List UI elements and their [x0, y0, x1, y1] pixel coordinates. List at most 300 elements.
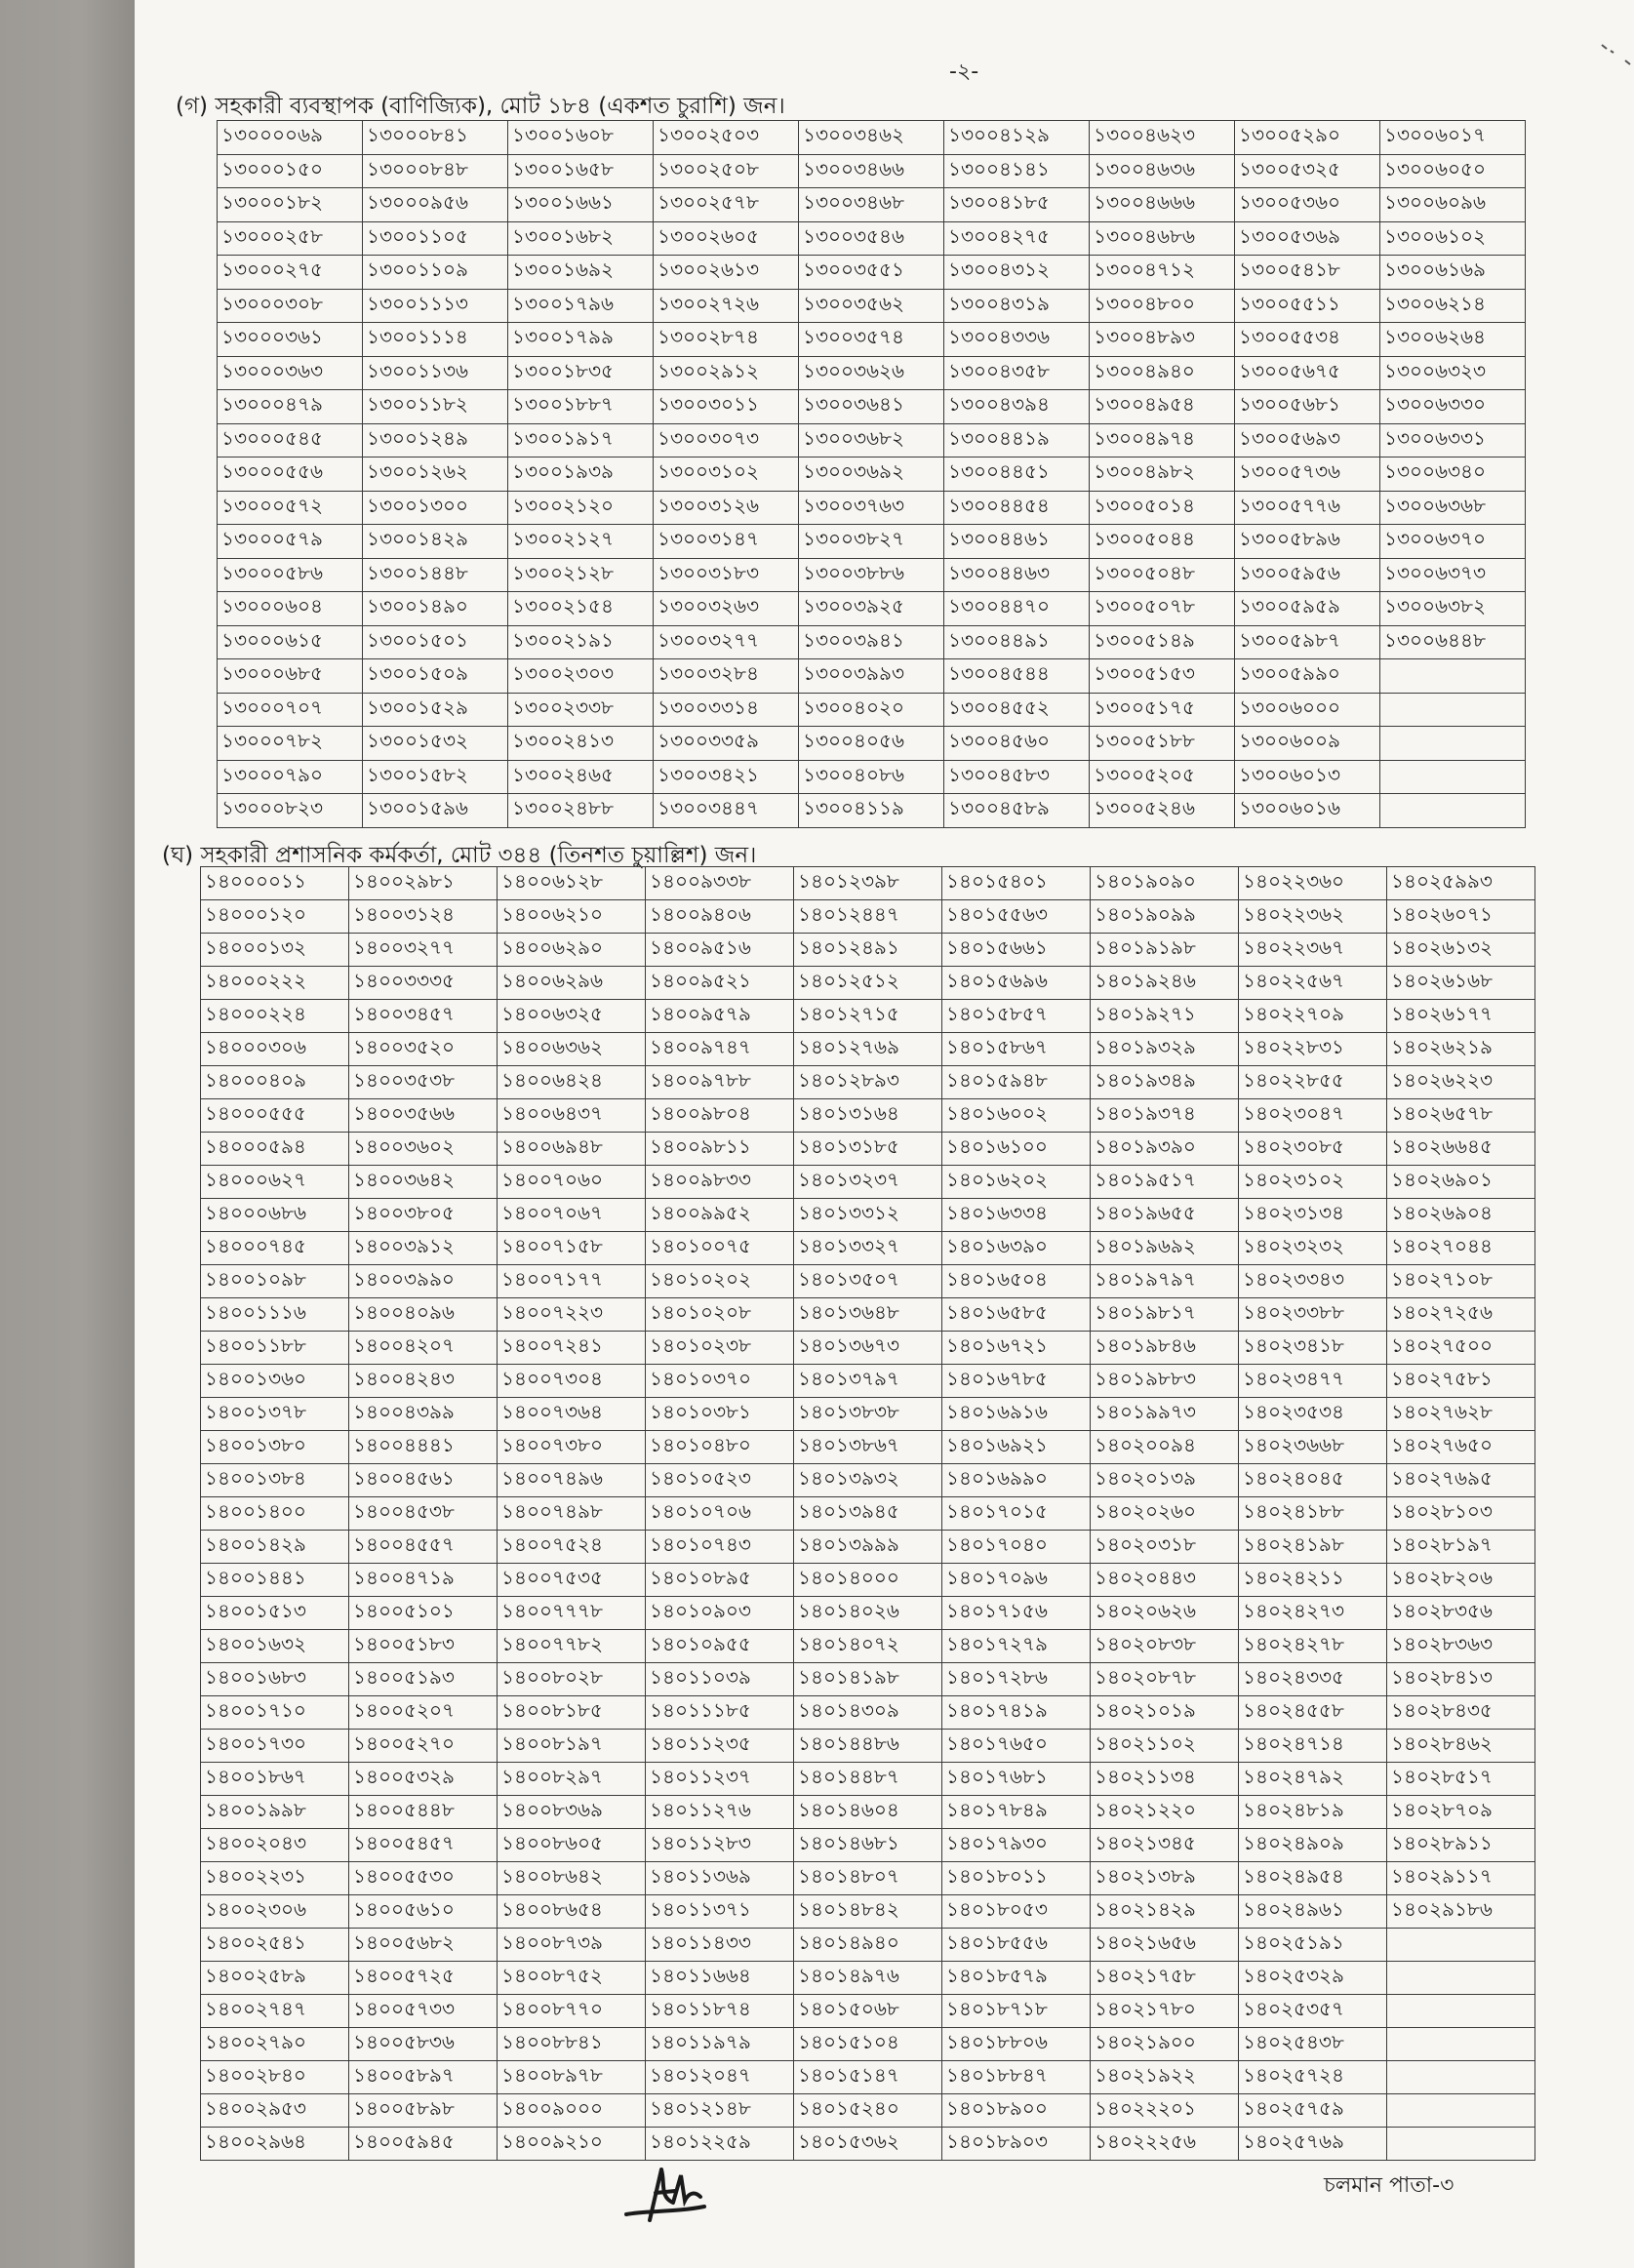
roll-number-cell: ১৩০০৬২১৪	[1380, 289, 1526, 323]
roll-number-cell: ১৩০০৩১৪৭	[654, 525, 799, 559]
roll-number-cell: ১৪০০০৬৮৬	[201, 1199, 349, 1232]
roll-number-cell: ১৩০০৫৭৭৬	[1235, 491, 1380, 525]
roll-number-cell: ১৩০০০২৫৮	[218, 221, 363, 256]
roll-number-cell: ১৪০০৭৩০৪	[498, 1365, 646, 1398]
roll-number-cell: ১৪০১৬৫৮৫	[942, 1298, 1091, 1332]
roll-number-cell: ১৪০০৪৫৫৭	[349, 1531, 498, 1564]
roll-number-cell: ১৪০০৩৫৬৬	[349, 1099, 498, 1133]
roll-number-cell: ১৪০০২৮৪০	[201, 2061, 349, 2094]
table-row	[201, 2028, 1535, 2061]
roll-number-cell: ১৪০০৮৯৭৮	[498, 2061, 646, 2094]
table-row	[201, 1995, 1535, 2028]
roll-number-cell: ১৩০০৪৫৬০	[944, 727, 1090, 761]
roll-number-cell: ১৪০০৯৮১১	[646, 1133, 794, 1166]
roll-number-cell: ১৩০০৪৯৪০	[1090, 356, 1235, 390]
roll-number-cell: ১৪০১০৩৭০	[646, 1365, 794, 1398]
roll-number-cell: ১৩০০৪৪৫১	[944, 458, 1090, 492]
roll-number-cell: ১৪০১৭৮৪৯	[942, 1796, 1091, 1829]
roll-number-cell: ১৪০০৮১৯৭	[498, 1730, 646, 1763]
roll-number-cell: ১৪০১১৪৩৩	[646, 1929, 794, 1962]
roll-number-cell: ১৪০২৮৪৬২	[1387, 1730, 1535, 1763]
roll-number-cell: ১৪০২৭১০৮	[1387, 1265, 1535, 1298]
roll-number-cell: ১৪০১৬৯২১	[942, 1431, 1091, 1464]
roll-number-cell: ১৪০২৯১৮৬	[1387, 1895, 1535, 1929]
corner-scribble-icon	[1598, 39, 1634, 88]
roll-number-cell: ১৪০১৬৩৩৪	[942, 1199, 1091, 1232]
roll-number-cell: ১৩০০৩৮২৭	[799, 525, 944, 559]
roll-number-cell: ১৪০২৬৬৪৫	[1387, 1133, 1535, 1166]
roll-number-cell: ১৩০০০৮২৩	[218, 794, 363, 828]
table-row	[218, 221, 1526, 256]
roll-number-cell: ১৪০০৯৮০৪	[646, 1099, 794, 1133]
continue-page-note: চলমান পাতা-৩	[1324, 2173, 1455, 2198]
roll-number-cell: ১৪০১১০৩৯	[646, 1663, 794, 1696]
roll-number-cell: ১৩০০০৭০৭	[218, 693, 363, 727]
roll-number-cell: ১৪০১৯৯৭৩	[1091, 1398, 1239, 1431]
roll-number-cell: ১৪০২৪১৯৮	[1239, 1531, 1387, 1564]
roll-number-cell: ১৩০০২১২৮	[508, 558, 654, 592]
roll-number-cell: ১৩০০৪২৭৫	[944, 221, 1090, 256]
roll-number-cell: ১৪০১৬২০২	[942, 1166, 1091, 1199]
roll-number-cell: ১৩০০৫১৭৫	[1090, 693, 1235, 727]
roll-number-cell: ১৩০০৪৬৮৬	[1090, 221, 1235, 256]
roll-number-cell: ১৪০০৭৪৯৮	[498, 1497, 646, 1531]
roll-number-cell: ১৪০০২৭৪৭	[201, 1995, 349, 2028]
table-row	[201, 2061, 1535, 2094]
roll-number-cell: ১৪০১৮৮৪৭	[942, 2061, 1091, 2094]
roll-number-cell: ১৪০১২৭১৫	[794, 1000, 942, 1033]
roll-number-cell: ১৩০০১১৮২	[363, 390, 508, 424]
page-number: -২-	[949, 60, 979, 84]
roll-number-cell: ১৩০০০৩০৮	[218, 289, 363, 323]
roll-number-cell: ১৪০০২৯৬৪	[201, 2128, 349, 2161]
roll-number-cell: ১৪০১৪০৭২	[794, 1630, 942, 1663]
roll-number-cell: ১৪০০১৩৮৪	[201, 1464, 349, 1497]
table-row	[201, 1365, 1535, 1398]
roll-number-cell: ১৪০০৬৪৩৭	[498, 1099, 646, 1133]
roll-number-cell: ১৪০১৫২৪০	[794, 2094, 942, 2128]
roll-number-cell: ১৪০১৩৩১২	[794, 1199, 942, 1232]
roll-number-cell: ১৩০০৩৬২৬	[799, 356, 944, 390]
roll-number-cell: ১৪০২৮৫১৭	[1387, 1763, 1535, 1796]
roll-number-cell: ১৪০০৭১৭৭	[498, 1265, 646, 1298]
table-row	[201, 1763, 1535, 1796]
roll-number-cell: ১৩০০৬৩৭৩	[1380, 558, 1526, 592]
roll-number-cell: ১৪০১৪০২৬	[794, 1597, 942, 1630]
roll-number-cell: ১৪০২৪৯০৯	[1239, 1829, 1387, 1862]
roll-number-cell: ১৪০১৫৯৪৮	[942, 1066, 1091, 1099]
table-row	[201, 1232, 1535, 1265]
table-row	[201, 1298, 1535, 1332]
roll-number-cell: ১৩০০১৫০১	[363, 625, 508, 659]
table-row	[201, 1730, 1535, 1763]
roll-number-cell: ১৪০১১২৩৫	[646, 1730, 794, 1763]
roll-number-cell: ১৩০০৪১১৯	[799, 794, 944, 828]
roll-number-cell: ১৩০০১৮৩৫	[508, 356, 654, 390]
roll-number-cell: ১৩০০২১২৭	[508, 525, 654, 559]
roll-number-cell: ১৪০০২২৩১	[201, 1862, 349, 1895]
roll-number-cell: ১৪০০৮৮৪১	[498, 2028, 646, 2061]
roll-number-cell: ১৩০০৫২৪৬	[1090, 794, 1235, 828]
roll-number-cell: ১৪০০৯৪০৬	[646, 900, 794, 934]
roll-number-cell: ১৪০২৫১৯১	[1239, 1929, 1387, 1962]
roll-number-cell: ১৩০০২৩০৩	[508, 659, 654, 694]
roll-number-cell: ১৪০০৭০৬০	[498, 1166, 646, 1199]
roll-number-cell: ১৪০১৪৩০৯	[794, 1696, 942, 1730]
roll-number-cell: ১৩০০৫০১৪	[1090, 491, 1235, 525]
roll-number-cell: ১৪০০১৪০০	[201, 1497, 349, 1531]
roll-number-cell: ১৪০১২৭৬৯	[794, 1033, 942, 1066]
roll-number-cell: ১৩০০০২৭৫	[218, 256, 363, 290]
roll-number-cell: ১৩০০৫২০৫	[1090, 760, 1235, 794]
roll-number-cell: ১৪০০৪২০৭	[349, 1332, 498, 1365]
roll-number-cell: ১৩০০১১০৫	[363, 221, 508, 256]
roll-number-cell: ১৩০০৬০১৬	[1235, 794, 1380, 828]
roll-number-cell: ১৩০০৫২৯০	[1235, 121, 1380, 155]
roll-number-cell: ১৪০১৬৯৯০	[942, 1464, 1091, 1497]
roll-number-cell: ১৪০২০২৬০	[1091, 1497, 1239, 1531]
roll-number-cell: ১৪০১০২০২	[646, 1265, 794, 1298]
roll-number-cell: ১৪০০৭৩৬৪	[498, 1398, 646, 1431]
roll-number-cell: ১৩০০১৫৮২	[363, 760, 508, 794]
roll-number-cell	[1387, 2128, 1535, 2161]
roll-number-cell: ১৪০০১৬৩২	[201, 1630, 349, 1663]
table-row	[201, 1066, 1535, 1099]
roll-number-cell: ১৪০০১৪২৯	[201, 1531, 349, 1564]
table-row	[201, 1929, 1535, 1962]
roll-number-cell: ১৪০২৪৩৩৫	[1239, 1663, 1387, 1696]
roll-number-cell: ১৪০২৫৭৫৯	[1239, 2094, 1387, 2128]
roll-number-cell: ১৪০১৭০১৫	[942, 1497, 1091, 1531]
roll-number-cell: ১৩০০৩৯৯৩	[799, 659, 944, 694]
roll-number-cell: ১৩০০৬০১৩	[1235, 760, 1380, 794]
roll-number-cell: ১৩০০৪৩৫৮	[944, 356, 1090, 390]
roll-number-cell: ১৪০২০৪৪৩	[1091, 1564, 1239, 1597]
roll-number-cell: ১৪০০১১৮৮	[201, 1332, 349, 1365]
roll-number-cell: ১৩০০৫৯৫৬	[1235, 558, 1380, 592]
roll-number-cell: ১৩০০১৭৯৯	[508, 323, 654, 357]
roll-number-cell: ১৪০২৬৫৭৮	[1387, 1099, 1535, 1133]
roll-number-cell: ১৪০২৬১৬৮	[1387, 967, 1535, 1000]
roll-number-cell: ১৪০১৮০৫৩	[942, 1895, 1091, 1929]
roll-number-cell: ১৩০০০৫৪৫	[218, 423, 363, 458]
roll-number-cell: ১৩০০৩৯২৫	[799, 592, 944, 626]
roll-number-cell: ১৩০০০৭৯০	[218, 760, 363, 794]
table-row	[218, 558, 1526, 592]
table-row	[201, 1265, 1535, 1298]
roll-number-cell: ১৪০১৬৯১৬	[942, 1398, 1091, 1431]
roll-number-cell: ১৪০২৮৪৩৫	[1387, 1696, 1535, 1730]
table-row	[218, 491, 1526, 525]
roll-number-cell: ১৪০০৫৫৩০	[349, 1862, 498, 1895]
table-row	[201, 1000, 1535, 1033]
roll-number-cell: ১৪০০০১৩২	[201, 934, 349, 967]
table-row	[218, 188, 1526, 222]
roll-number-cell: ১৪০২৬২১৯	[1387, 1033, 1535, 1066]
roll-number-cell: ১৩০০৬০০০	[1235, 693, 1380, 727]
roll-number-cell: ১৩০০১১৩৬	[363, 356, 508, 390]
roll-number-cell: ১৪০১৫১০৪	[794, 2028, 942, 2061]
roll-number-cell: ১৪০০৬১২৮	[498, 867, 646, 900]
table-row	[218, 390, 1526, 424]
roll-number-cell: ১৪০১০৯৫৫	[646, 1630, 794, 1663]
roll-number-cell: ১৪০১৫৮৫৭	[942, 1000, 1091, 1033]
roll-number-cell: ১৪০২১৭৮০	[1091, 1995, 1239, 2028]
roll-number-cell: ১৪০১০৭৪৩	[646, 1531, 794, 1564]
table-row	[201, 1531, 1535, 1564]
roll-number-cell: ১৪০১৯৮৮৩	[1091, 1365, 1239, 1398]
roll-number-cell: ১৪০০৫৮৩৬	[349, 2028, 498, 2061]
roll-number-cell: ১৩০০৬৪৪৮	[1380, 625, 1526, 659]
roll-number-cell: ১৪০১২৫১২	[794, 967, 942, 1000]
roll-number-cell: ১৩০০৩৭৬৩	[799, 491, 944, 525]
roll-number-cell: ১৪০০৬২১০	[498, 900, 646, 934]
roll-number-cell: ১৪০২৪২৭৮	[1239, 1630, 1387, 1663]
roll-number-cell: ১৪০১০৯০৩	[646, 1597, 794, 1630]
roll-number-cell: ১৪০০৮৬০৫	[498, 1829, 646, 1862]
roll-number-cell: ১৪০১৬১০০	[942, 1133, 1091, 1166]
roll-number-cell: ১৪০০৬২৯৬	[498, 967, 646, 1000]
roll-number-cell: ১৪০০৬২৯০	[498, 934, 646, 967]
roll-number-cell: ১৪০০৫৩২৯	[349, 1763, 498, 1796]
roll-number-cell: ১৪০২৭০৪৪	[1387, 1232, 1535, 1265]
roll-number-cell: ১৪০১৮৭১৮	[942, 1995, 1091, 2028]
roll-number-cell: ১৪০০১৭৩০	[201, 1730, 349, 1763]
roll-number-cell: ১৩০০১৫৩২	[363, 727, 508, 761]
roll-number-cell: ১৪০২৮৩৬৩	[1387, 1630, 1535, 1663]
table-row	[201, 1962, 1535, 1995]
roll-number-cell: ১৩০০৫৯৫৯	[1235, 592, 1380, 626]
roll-number-cell: ১৩০০৪৬২৩	[1090, 121, 1235, 155]
roll-number-cell: ১৪০১৫০৬৮	[794, 1995, 942, 2028]
table-row	[201, 1663, 1535, 1696]
roll-number-cell: ১৪০২২২০১	[1091, 2094, 1239, 2128]
table-row	[201, 1099, 1535, 1133]
roll-number-cell: ১৩০০০৬১৫	[218, 625, 363, 659]
table-row	[201, 1133, 1535, 1166]
roll-number-cell: ১৪০০৭৩৮০	[498, 1431, 646, 1464]
roll-number-cell: ১৪০২৮১০৩	[1387, 1497, 1535, 1531]
roll-number-cell: ১৪০১৩৬৭৩	[794, 1332, 942, 1365]
table-row	[201, 1696, 1535, 1730]
table-row	[218, 794, 1526, 828]
roll-number-cell: ১৩০০২৯১২	[654, 356, 799, 390]
roll-number-cell: ১৪০২৬১৭৭	[1387, 1000, 1535, 1033]
roll-number-cell: ১৪০০০৪০৯	[201, 1066, 349, 1099]
roll-number-cell: ১৩০০৫৬৯৩	[1235, 423, 1380, 458]
roll-number-cell: ১৩০০৩২৭৭	[654, 625, 799, 659]
section-d-table	[200, 866, 1535, 2161]
roll-number-cell: ১৪০০০১২০	[201, 900, 349, 934]
roll-number-cell: ১৪০১৭৯৩০	[942, 1829, 1091, 1862]
roll-number-cell: ১৪০০৩৫৩৮	[349, 1066, 498, 1099]
roll-number-cell: ১৪০২১৩৮৯	[1091, 1862, 1239, 1895]
roll-number-cell: ১৩০০০৫৭৯	[218, 525, 363, 559]
roll-number-cell: ১৪০১৪৯৪০	[794, 1929, 942, 1962]
roll-number-cell: ১৩০০১৯৩৯	[508, 458, 654, 492]
roll-number-cell: ১৪০১০২৩৮	[646, 1332, 794, 1365]
roll-number-cell: ১৪০১৩৭৯৭	[794, 1365, 942, 1398]
roll-number-cell: ১৩০০৫১৫৩	[1090, 659, 1235, 694]
roll-number-cell	[1380, 659, 1526, 694]
roll-number-cell: ১৩০০৬৩২৩	[1380, 356, 1526, 390]
table-row	[218, 423, 1526, 458]
roll-number-cell: ১৪০০৩৬০২	[349, 1133, 498, 1166]
roll-number-cell: ১৪০০৭২৪১	[498, 1332, 646, 1365]
table-row	[201, 934, 1535, 967]
roll-number-cell: ১৪০০৮৬৫৪	[498, 1895, 646, 1929]
roll-number-cell: ১৪০১৩১৬৪	[794, 1099, 942, 1133]
table-row	[201, 1829, 1535, 1862]
roll-number-cell: ১৪০০৩৮০৫	[349, 1199, 498, 1232]
roll-number-cell: ১৪০২২৭০৯	[1239, 1000, 1387, 1033]
roll-number-cell: ১৪০২১২২০	[1091, 1796, 1239, 1829]
roll-number-cell: ১৪০১৯৫১৭	[1091, 1166, 1239, 1199]
roll-number-cell: ১৩০০৬৩৭০	[1380, 525, 1526, 559]
roll-number-cell: ১৪০১৯৩২৯	[1091, 1033, 1239, 1066]
roll-number-cell: ১৪০০৪৫৩৮	[349, 1497, 498, 1531]
roll-number-cell: ১৪০২৬৯০১	[1387, 1166, 1535, 1199]
roll-number-cell: ১৩০০৪৩১৯	[944, 289, 1090, 323]
roll-number-cell: ১৪০২১১০২	[1091, 1730, 1239, 1763]
roll-number-cell: ১৪০০২৯৫৩	[201, 2094, 349, 2128]
table-row	[218, 659, 1526, 694]
table-row	[201, 1796, 1535, 1829]
table-row	[201, 1033, 1535, 1066]
roll-number-cell: ১৪০১৯৮৪৬	[1091, 1332, 1239, 1365]
roll-number-cell: ১৪০১০৪৮০	[646, 1431, 794, 1464]
roll-number-cell: ১৪০০২৫৪১	[201, 1929, 349, 1962]
roll-number-cell: ১৩০০৫৫১১	[1235, 289, 1380, 323]
roll-number-cell: ১৪০২৪৮১৯	[1239, 1796, 1387, 1829]
roll-number-cell: ১৪০২৬০৭১	[1387, 900, 1535, 934]
roll-number-cell: ১৪০২৭৬৫০	[1387, 1431, 1535, 1464]
signature	[617, 2164, 724, 2232]
roll-number-cell: ১৪০০৩৩৩৫	[349, 967, 498, 1000]
roll-number-cell: ১৩০০৪৩৯৪	[944, 390, 1090, 424]
roll-number-cell: ১৪০০৫৪৪৮	[349, 1796, 498, 1829]
roll-number-cell	[1387, 1929, 1535, 1962]
roll-number-cell: ১৩০০১৪৯০	[363, 592, 508, 626]
roll-number-cell: ১৩০০৪১৪১	[944, 154, 1090, 188]
roll-number-cell: ১৪০০৫৪৫৭	[349, 1829, 498, 1862]
roll-number-cell: ১৪০২৪৭১৪	[1239, 1730, 1387, 1763]
roll-number-cell: ১৪০২৮৭০৯	[1387, 1796, 1535, 1829]
roll-number-cell: ১৩০০৩৫৫১	[799, 256, 944, 290]
table-row	[201, 2094, 1535, 2128]
roll-number-cell: ১৪০২৩৬৬৮	[1239, 1431, 1387, 1464]
table-row	[201, 900, 1535, 934]
roll-number-cell: ১৩০০০৩৬১	[218, 323, 363, 357]
roll-number-cell: ১৪০১৪৮৪২	[794, 1895, 942, 1929]
roll-number-cell: ১৩০০৪৩১২	[944, 256, 1090, 290]
roll-number-cell: ১৪০২৭৬২৮	[1387, 1398, 1535, 1431]
table-row	[218, 289, 1526, 323]
roll-number-cell: ১৩০০২৫৭৮	[654, 188, 799, 222]
roll-number-cell: ১৪০২৪৯৬১	[1239, 1895, 1387, 1929]
roll-number-cell: ১৪০১৫১৪৭	[794, 2061, 942, 2094]
roll-number-cell: ১৪০০৭১৫৮	[498, 1232, 646, 1265]
roll-number-cell: ১৪০০৬৯৪৮	[498, 1133, 646, 1166]
roll-number-cell: ১৪০২০৮৩৮	[1091, 1630, 1239, 1663]
roll-number-cell: ১৩০০৫০৪৪	[1090, 525, 1235, 559]
roll-number-cell: ১৪০১৭৬৮১	[942, 1763, 1091, 1796]
roll-number-cell: ১৪০২৩৩৮৮	[1239, 1298, 1387, 1332]
roll-number-cell: ১৩০০৪০৮৬	[799, 760, 944, 794]
roll-number-cell: ১৪০১৪৬৮১	[794, 1829, 942, 1862]
roll-number-cell: ১৪০২৪১৮৮	[1239, 1497, 1387, 1531]
roll-number-cell: ১৪০০৫৬১০	[349, 1895, 498, 1929]
roll-number-cell: ১৪০১৩৩২৭	[794, 1232, 942, 1265]
table-row	[201, 1199, 1535, 1232]
roll-number-cell: ১৩০০৫৬৮১	[1235, 390, 1380, 424]
roll-number-cell: ১৩০০৫৪১৮	[1235, 256, 1380, 290]
roll-number-cell: ১৩০০৬৩৪০	[1380, 458, 1526, 492]
roll-number-cell: ১৪০০০০১১	[201, 867, 349, 900]
roll-number-cell: ১৩০০৬৩৮২	[1380, 592, 1526, 626]
roll-number-cell: ১৩০০৪৬৩৬	[1090, 154, 1235, 188]
roll-number-cell	[1380, 760, 1526, 794]
roll-number-cell: ১৩০০২৬১৩	[654, 256, 799, 290]
roll-number-cell: ১৪০০৮৩৬৯	[498, 1796, 646, 1829]
roll-number-cell: ১৪০১৭২৮৬	[942, 1663, 1091, 1696]
roll-number-cell: ১৪০০১৬৮৩	[201, 1663, 349, 1696]
roll-number-cell: ১৩০০৪৯৭৪	[1090, 423, 1235, 458]
roll-number-cell: ১৪০১০৭০৬	[646, 1497, 794, 1531]
roll-number-cell	[1387, 2061, 1535, 2094]
roll-number-cell: ১৪০২২৩৬৭	[1239, 934, 1387, 967]
roll-number-cell	[1380, 794, 1526, 828]
roll-number-cell: ১৪০১৫৬৯৬	[942, 967, 1091, 1000]
roll-number-cell: ১৩০০১১১৩	[363, 289, 508, 323]
roll-number-cell: ১৪০১৬০০২	[942, 1099, 1091, 1133]
roll-number-cell: ১৪০২৮৯১১	[1387, 1829, 1535, 1862]
roll-number-cell: ১৪০০৪৭১৯	[349, 1564, 498, 1597]
roll-number-cell: ১৪০১৭০৯৬	[942, 1564, 1091, 1597]
roll-number-cell: ১৪০০০৫৫৫	[201, 1099, 349, 1133]
roll-number-cell: ১৩০০৫১৪৯	[1090, 625, 1235, 659]
roll-number-cell: ১৪০২৪৫৫৮	[1239, 1696, 1387, 1730]
roll-number-cell: ১৪০২১৯০০	[1091, 2028, 1239, 2061]
roll-number-cell: ১৪০১৮৫৫৬	[942, 1929, 1091, 1962]
roll-number-cell: ১৪০১৯২৪৬	[1091, 967, 1239, 1000]
roll-number-cell: ১৩০০১৫৯৬	[363, 794, 508, 828]
roll-number-cell	[1380, 727, 1526, 761]
roll-number-cell: ১৩০০৪৫৫২	[944, 693, 1090, 727]
roll-number-cell	[1380, 693, 1526, 727]
table-row	[218, 323, 1526, 357]
roll-number-cell: ১৪০০৯৫১৬	[646, 934, 794, 967]
roll-number-cell: ১৪০০৯৭৮৮	[646, 1066, 794, 1099]
roll-number-cell: ১৩০০৪৫৮৯	[944, 794, 1090, 828]
table-row	[201, 1497, 1535, 1531]
roll-number-cell: ১৩০০০০৬৯	[218, 121, 363, 155]
roll-number-cell: ১৪০১৯০৯৯	[1091, 900, 1239, 934]
roll-number-cell: ১৪০১৮৫৭৯	[942, 1962, 1091, 1995]
section-c-table	[217, 120, 1526, 828]
roll-number-cell: ১৪০২১৯২২	[1091, 2061, 1239, 2094]
table-row	[201, 1431, 1535, 1464]
roll-number-cell: ১৩০০৪৫৮৩	[944, 760, 1090, 794]
roll-number-cell: ১৪০২৩১০২	[1239, 1166, 1387, 1199]
roll-number-cell: ১৪০০০৬২৭	[201, 1166, 349, 1199]
roll-number-cell: ১৪০০৩৫২০	[349, 1033, 498, 1066]
roll-number-cell: ১৩০০৬৩৩০	[1380, 390, 1526, 424]
roll-number-cell: ১৩০০৫০৭৮	[1090, 592, 1235, 626]
roll-number-cell: ১৪০২১৭৫৮	[1091, 1962, 1239, 1995]
roll-number-cell: ১৩০০২১৫৪	[508, 592, 654, 626]
roll-number-cell: ১৪০২০৬২৬	[1091, 1597, 1239, 1630]
